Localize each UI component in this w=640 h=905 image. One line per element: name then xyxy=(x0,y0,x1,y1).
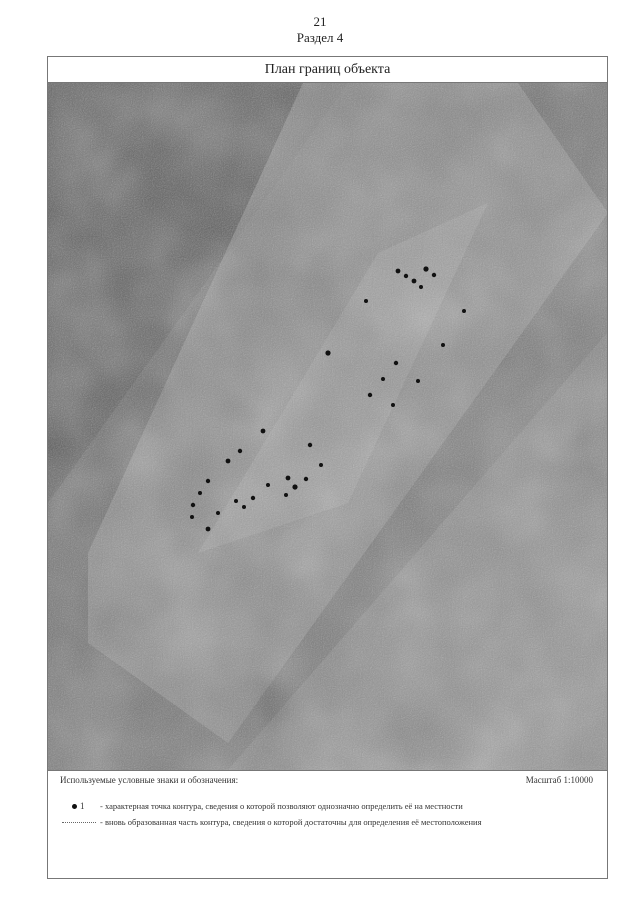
legend xyxy=(48,770,607,878)
legend-item-line xyxy=(62,817,592,829)
legend-heading: Используемые условные знаки и обозначения: xyxy=(60,775,239,785)
legend-item-text: - вновь образованная часть контура, сведения о которой достаточны для определения её местоположения xyxy=(100,817,482,827)
section-title: Раздел 4 xyxy=(296,30,344,45)
satellite-map xyxy=(48,83,607,770)
terrain-grain xyxy=(48,83,607,770)
plan-frame xyxy=(47,56,608,879)
plan-title: План границ объекта xyxy=(48,57,607,83)
legend-item-text: - характерная точка контура, сведения о которой позволяют однозначно определить её на местности xyxy=(100,801,463,811)
legend-item-point xyxy=(62,801,592,813)
dotted-line-icon xyxy=(62,817,100,829)
page-number: 21 xyxy=(313,14,327,29)
point-symbol-label: 1 xyxy=(80,801,85,811)
map-canvas xyxy=(48,83,607,770)
point-symbol-icon xyxy=(62,801,100,813)
scale-label: Масштаб 1:10000 xyxy=(525,775,593,785)
